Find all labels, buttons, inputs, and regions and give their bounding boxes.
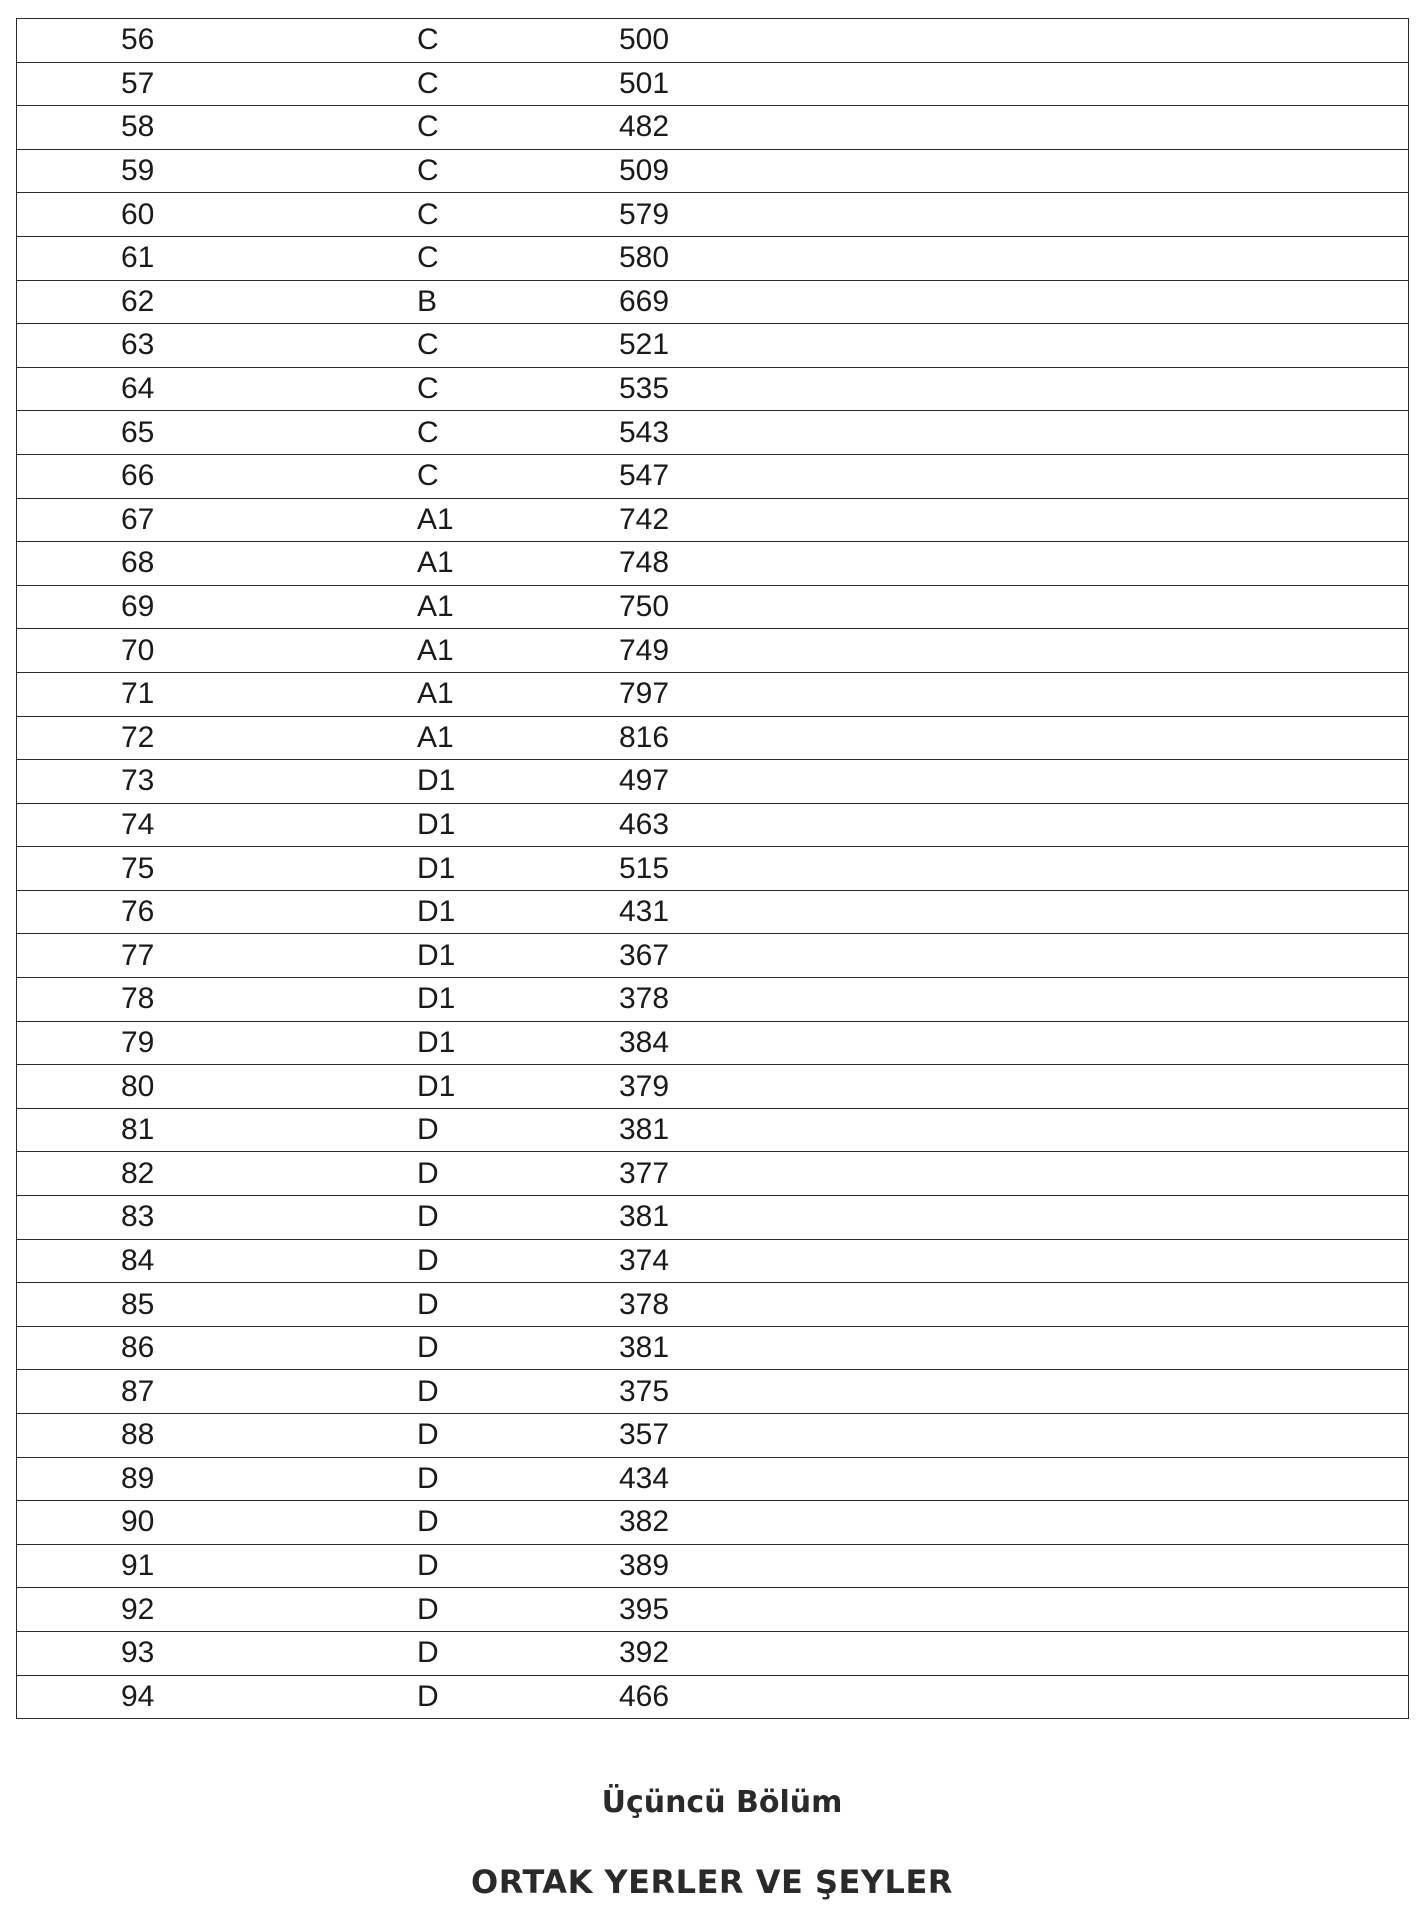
table-row <box>17 454 1409 498</box>
row-class-cell <box>417 1414 619 1458</box>
row-class-cell <box>417 585 619 629</box>
row-class-cell-text: D <box>417 1374 439 1408</box>
row-class-cell-text: D1 <box>417 982 456 1016</box>
row-class-cell-text: D <box>417 1636 439 1670</box>
row-number-cell-text: 80 <box>121 1069 155 1103</box>
row-number-cell-text: 67 <box>121 502 155 536</box>
table-row <box>17 1021 1409 1065</box>
row-number-cell-text: 84 <box>121 1243 155 1277</box>
row-value-cell <box>619 236 1409 280</box>
row-value-cell <box>619 1239 1409 1283</box>
row-class-cell-text: D <box>417 1549 439 1583</box>
row-value-cell <box>619 1501 1409 1545</box>
row-class-cell-text: C <box>417 154 439 188</box>
row-number-cell-text: 77 <box>121 938 155 972</box>
row-class-cell <box>417 1283 619 1327</box>
row-number-cell <box>17 1544 418 1588</box>
row-number-cell-text: 82 <box>121 1156 155 1190</box>
row-value-cell-text: 377 <box>619 1156 670 1190</box>
row-class-cell <box>417 1631 619 1675</box>
row-class-cell-text: C <box>417 66 439 100</box>
row-class-cell-text: A1 <box>417 590 454 624</box>
table-row <box>17 1239 1409 1283</box>
row-number-cell-text: 92 <box>121 1592 155 1626</box>
row-class-cell-text: D1 <box>417 1069 456 1103</box>
row-number-cell <box>17 106 418 150</box>
table-row <box>17 1501 1409 1545</box>
row-number-cell <box>17 978 418 1022</box>
row-class-cell-text: D <box>417 1418 439 1452</box>
row-value-cell <box>619 280 1409 324</box>
row-value-cell <box>619 585 1409 629</box>
row-value-cell <box>619 1152 1409 1196</box>
row-class-cell-text: D <box>417 1287 439 1321</box>
row-number-cell <box>17 1370 418 1414</box>
row-number-cell-text: 62 <box>121 284 155 318</box>
table-row <box>17 236 1409 280</box>
row-class-cell <box>417 672 619 716</box>
row-value-cell <box>619 149 1409 193</box>
row-number-cell-text: 75 <box>121 851 155 885</box>
table-row <box>17 19 1409 63</box>
row-class-cell-text: D1 <box>417 807 456 841</box>
row-value-cell-text: 580 <box>619 241 670 275</box>
table-row <box>17 193 1409 237</box>
row-value-cell <box>619 1675 1409 1719</box>
row-number-cell <box>17 1631 418 1675</box>
row-class-cell-text: A1 <box>417 677 454 711</box>
row-value-cell-text: 497 <box>619 764 670 798</box>
table-row <box>17 411 1409 455</box>
row-number-cell <box>17 324 418 368</box>
row-class-cell <box>417 1544 619 1588</box>
row-number-cell-text: 94 <box>121 1679 155 1713</box>
row-number-cell-text: 93 <box>121 1636 155 1670</box>
row-number-cell-text: 68 <box>121 546 155 580</box>
row-number-cell <box>17 280 418 324</box>
row-value-cell-text: 579 <box>619 197 670 231</box>
row-value-cell <box>619 629 1409 673</box>
row-value-cell-text: 748 <box>619 546 670 580</box>
row-number-cell-text: 90 <box>121 1505 155 1539</box>
row-value-cell-text: 669 <box>619 284 670 318</box>
row-value-cell-text: 509 <box>619 154 670 188</box>
row-number-cell-text: 81 <box>121 1113 155 1147</box>
row-value-cell <box>619 1414 1409 1458</box>
row-value-cell <box>619 19 1409 63</box>
row-class-cell <box>417 934 619 978</box>
row-number-cell <box>17 760 418 804</box>
row-value-cell <box>619 978 1409 1022</box>
row-class-cell <box>417 411 619 455</box>
row-class-cell <box>417 1326 619 1370</box>
row-value-cell-text: 395 <box>619 1592 670 1626</box>
table-row <box>17 629 1409 673</box>
row-class-cell <box>417 324 619 368</box>
row-class-cell-text: C <box>417 241 439 275</box>
row-value-cell-text: 535 <box>619 372 670 406</box>
table-row <box>17 585 1409 629</box>
row-number-cell <box>17 1588 418 1632</box>
row-value-cell <box>619 411 1409 455</box>
row-value-cell <box>619 1196 1409 1240</box>
row-value-cell-text: 378 <box>619 1287 670 1321</box>
row-value-cell-text: 389 <box>619 1549 670 1583</box>
row-class-cell-text: A1 <box>417 546 454 580</box>
table-row <box>17 847 1409 891</box>
table-row <box>17 1414 1409 1458</box>
row-number-cell-text: 69 <box>121 590 155 624</box>
row-class-cell-text: D <box>417 1505 439 1539</box>
row-number-cell-text: 63 <box>121 328 155 362</box>
row-value-cell-text: 381 <box>619 1200 670 1234</box>
row-number-cell <box>17 1501 418 1545</box>
row-value-cell-text: 543 <box>619 415 670 449</box>
row-value-cell-text: 466 <box>619 1679 670 1713</box>
row-number-cell-text: 88 <box>121 1418 155 1452</box>
row-class-cell-text: C <box>417 415 439 449</box>
row-value-cell <box>619 1370 1409 1414</box>
row-value-cell <box>619 934 1409 978</box>
row-number-cell <box>17 1239 418 1283</box>
row-class-cell <box>417 149 619 193</box>
row-class-cell-text: D <box>417 1592 439 1626</box>
row-class-cell <box>417 716 619 760</box>
row-number-cell <box>17 672 418 716</box>
row-number-cell-text: 87 <box>121 1374 155 1408</box>
row-value-cell-text: 367 <box>619 938 670 972</box>
row-value-cell <box>619 1588 1409 1632</box>
row-number-cell-text: 72 <box>121 720 155 754</box>
row-number-cell <box>17 411 418 455</box>
row-value-cell <box>619 1631 1409 1675</box>
table-row <box>17 934 1409 978</box>
row-class-cell-text: C <box>417 23 439 57</box>
row-number-cell-text: 85 <box>121 1287 155 1321</box>
table-row <box>17 1108 1409 1152</box>
row-class-cell <box>417 760 619 804</box>
row-class-cell <box>417 629 619 673</box>
row-class-cell <box>417 1457 619 1501</box>
row-value-cell <box>619 1326 1409 1370</box>
row-number-cell <box>17 454 418 498</box>
row-number-cell-text: 71 <box>121 677 155 711</box>
row-class-cell-text: D1 <box>417 1025 456 1059</box>
row-value-cell-text: 547 <box>619 459 670 493</box>
table-row <box>17 1457 1409 1501</box>
row-number-cell-text: 66 <box>121 459 155 493</box>
table-row <box>17 1326 1409 1370</box>
row-class-cell <box>417 1370 619 1414</box>
row-number-cell <box>17 1021 418 1065</box>
row-number-cell-text: 59 <box>121 154 155 188</box>
section-title: ORTAK YERLER VE ŞEYLER <box>471 1863 953 1901</box>
row-value-cell <box>619 106 1409 150</box>
row-number-cell <box>17 847 418 891</box>
row-value-cell-text: 500 <box>619 23 670 57</box>
data-table-container <box>16 18 1407 1719</box>
row-value-cell-text: 357 <box>619 1418 670 1452</box>
row-class-cell-text: D <box>417 1156 439 1190</box>
row-class-cell-text: D <box>417 1461 439 1495</box>
row-value-cell-text: 797 <box>619 677 670 711</box>
table-row <box>17 280 1409 324</box>
row-number-cell-text: 83 <box>121 1200 155 1234</box>
row-number-cell <box>17 1065 418 1109</box>
row-value-cell-text: 382 <box>619 1505 670 1539</box>
table-row <box>17 106 1409 150</box>
row-class-cell <box>417 803 619 847</box>
row-value-cell-text: 750 <box>619 590 670 624</box>
row-number-cell <box>17 149 418 193</box>
row-class-cell <box>417 890 619 934</box>
row-number-cell <box>17 193 418 237</box>
row-value-cell-text: 742 <box>619 502 670 536</box>
row-class-cell-text: D <box>417 1331 439 1365</box>
section-label: Üçüncü Bölüm <box>601 1785 843 1820</box>
row-number-cell <box>17 1326 418 1370</box>
table-row <box>17 1152 1409 1196</box>
row-value-cell-text: 379 <box>619 1069 670 1103</box>
table-row <box>17 1065 1409 1109</box>
row-value-cell-text: 381 <box>619 1113 670 1147</box>
row-number-cell <box>17 1675 418 1719</box>
row-value-cell-text: 378 <box>619 982 670 1016</box>
row-number-cell <box>17 1457 418 1501</box>
table-row <box>17 1675 1409 1719</box>
row-class-cell <box>417 1196 619 1240</box>
row-value-cell-text: 431 <box>619 895 670 929</box>
row-number-cell <box>17 1414 418 1458</box>
row-class-cell <box>417 454 619 498</box>
table-row <box>17 542 1409 586</box>
row-class-cell <box>417 978 619 1022</box>
row-class-cell <box>417 1021 619 1065</box>
row-class-cell-text: D <box>417 1113 439 1147</box>
row-class-cell <box>417 1239 619 1283</box>
row-number-cell-text: 78 <box>121 982 155 1016</box>
table-row <box>17 367 1409 411</box>
row-number-cell <box>17 890 418 934</box>
row-class-cell-text: A1 <box>417 633 454 667</box>
row-class-cell-text: A1 <box>417 502 454 536</box>
row-class-cell <box>417 106 619 150</box>
row-class-cell <box>417 62 619 106</box>
row-value-cell-text: 515 <box>619 851 670 885</box>
row-value-cell-text: 375 <box>619 1374 670 1408</box>
table-row <box>17 1631 1409 1675</box>
row-number-cell <box>17 1283 418 1327</box>
row-number-cell-text: 74 <box>121 807 155 841</box>
table-row <box>17 760 1409 804</box>
row-class-cell-text: D <box>417 1200 439 1234</box>
row-class-cell <box>417 847 619 891</box>
row-number-cell-text: 89 <box>121 1461 155 1495</box>
row-class-cell <box>417 280 619 324</box>
row-class-cell-text: D1 <box>417 851 456 885</box>
table-row <box>17 149 1409 193</box>
row-class-cell <box>417 1501 619 1545</box>
row-value-cell <box>619 1065 1409 1109</box>
row-value-cell <box>619 498 1409 542</box>
row-value-cell-text: 482 <box>619 110 670 144</box>
table-body <box>17 19 1409 1719</box>
row-number-cell-text: 64 <box>121 372 155 406</box>
row-class-cell-text: D1 <box>417 938 456 972</box>
row-value-cell <box>619 890 1409 934</box>
row-number-cell-text: 76 <box>121 895 155 929</box>
row-class-cell-text: C <box>417 328 439 362</box>
row-value-cell <box>619 1457 1409 1501</box>
table-row <box>17 978 1409 1022</box>
row-number-cell-text: 73 <box>121 764 155 798</box>
table-row <box>17 803 1409 847</box>
row-value-cell <box>619 672 1409 716</box>
row-number-cell-text: 58 <box>121 110 155 144</box>
row-number-cell <box>17 367 418 411</box>
row-number-cell-text: 57 <box>121 66 155 100</box>
row-number-cell-text: 60 <box>121 197 155 231</box>
row-value-cell <box>619 324 1409 368</box>
row-number-cell-text: 56 <box>121 23 155 57</box>
row-class-cell-text: C <box>417 372 439 406</box>
row-value-cell-text: 434 <box>619 1461 670 1495</box>
row-class-cell-text: B <box>417 284 438 318</box>
row-class-cell <box>417 1588 619 1632</box>
row-value-cell <box>619 1544 1409 1588</box>
table-row <box>17 498 1409 542</box>
row-value-cell-text: 384 <box>619 1025 670 1059</box>
row-class-cell <box>417 1675 619 1719</box>
row-value-cell <box>619 1283 1409 1327</box>
row-value-cell <box>619 803 1409 847</box>
row-number-cell <box>17 236 418 280</box>
row-class-cell <box>417 19 619 63</box>
row-number-cell <box>17 498 418 542</box>
row-number-cell-text: 61 <box>121 241 155 275</box>
row-number-cell <box>17 803 418 847</box>
row-class-cell-text: D <box>417 1679 439 1713</box>
row-class-cell-text: D <box>417 1243 439 1277</box>
table-row <box>17 62 1409 106</box>
row-number-cell <box>17 62 418 106</box>
row-value-cell <box>619 454 1409 498</box>
row-class-cell <box>417 1152 619 1196</box>
row-number-cell <box>17 19 418 63</box>
row-number-cell <box>17 716 418 760</box>
row-value-cell <box>619 367 1409 411</box>
row-value-cell <box>619 193 1409 237</box>
table-row <box>17 672 1409 716</box>
table-row <box>17 1283 1409 1327</box>
row-class-cell-text: A1 <box>417 720 454 754</box>
row-class-cell-text: C <box>417 459 439 493</box>
row-number-cell-text: 91 <box>121 1549 155 1583</box>
row-class-cell <box>417 542 619 586</box>
table-row <box>17 890 1409 934</box>
row-class-cell <box>417 367 619 411</box>
row-value-cell-text: 392 <box>619 1636 670 1670</box>
row-number-cell <box>17 542 418 586</box>
table-row <box>17 324 1409 368</box>
row-value-cell-text: 749 <box>619 633 670 667</box>
row-value-cell <box>619 760 1409 804</box>
row-value-cell-text: 381 <box>619 1331 670 1365</box>
row-class-cell-text: C <box>417 197 439 231</box>
table-row <box>17 1588 1409 1632</box>
row-value-cell-text: 374 <box>619 1243 670 1277</box>
row-value-cell <box>619 1108 1409 1152</box>
row-value-cell-text: 501 <box>619 66 670 100</box>
row-number-cell <box>17 1152 418 1196</box>
row-class-cell <box>417 193 619 237</box>
row-number-cell-text: 70 <box>121 633 155 667</box>
row-value-cell <box>619 716 1409 760</box>
row-value-cell-text: 816 <box>619 720 670 754</box>
row-class-cell <box>417 1065 619 1109</box>
row-number-cell <box>17 629 418 673</box>
row-number-cell-text: 65 <box>121 415 155 449</box>
row-value-cell <box>619 542 1409 586</box>
row-number-cell-text: 86 <box>121 1331 155 1365</box>
row-number-cell <box>17 585 418 629</box>
row-value-cell <box>619 62 1409 106</box>
row-class-cell-text: D1 <box>417 764 456 798</box>
table-row <box>17 1370 1409 1414</box>
row-value-cell <box>619 847 1409 891</box>
table-row <box>17 1544 1409 1588</box>
row-number-cell <box>17 1108 418 1152</box>
row-value-cell <box>619 1021 1409 1065</box>
row-number-cell <box>17 1196 418 1240</box>
row-number-cell <box>17 934 418 978</box>
row-number-cell-text: 79 <box>121 1025 155 1059</box>
row-class-cell-text: D1 <box>417 895 456 929</box>
row-value-cell-text: 463 <box>619 807 670 841</box>
row-class-cell <box>417 498 619 542</box>
row-value-cell-text: 521 <box>619 328 670 362</box>
data-table <box>16 18 1409 1719</box>
table-row <box>17 716 1409 760</box>
row-class-cell-text: C <box>417 110 439 144</box>
row-class-cell <box>417 1108 619 1152</box>
table-row <box>17 1196 1409 1240</box>
row-class-cell <box>417 236 619 280</box>
